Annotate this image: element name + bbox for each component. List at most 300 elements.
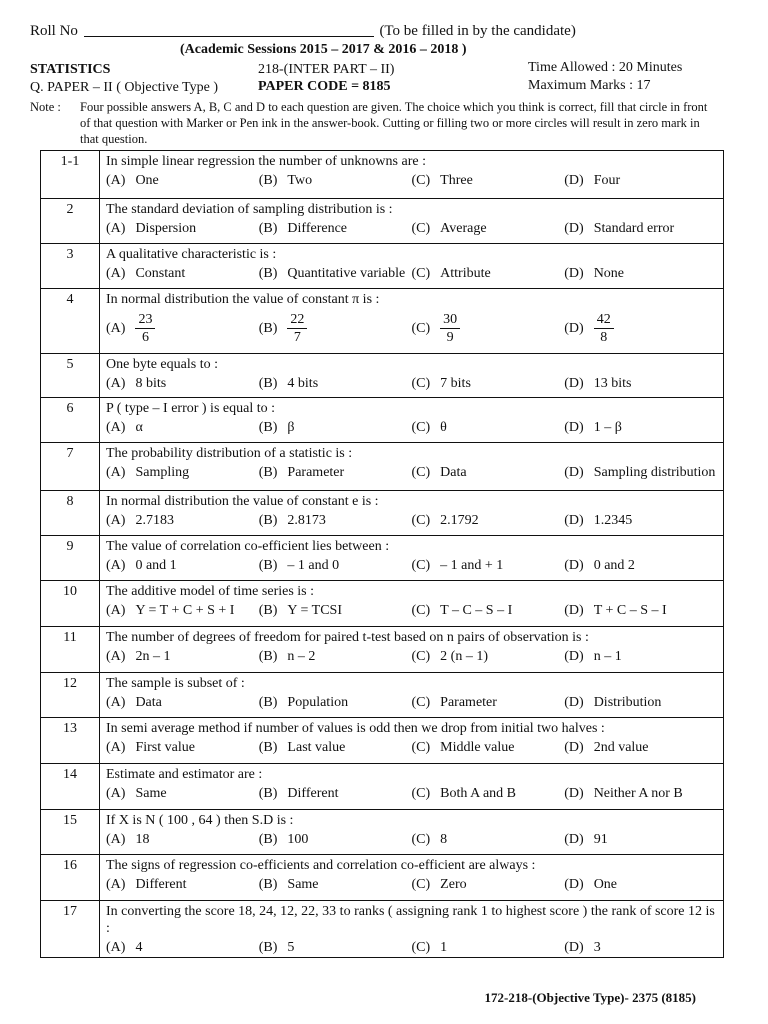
option-text: Data bbox=[440, 465, 467, 480]
option-label: (D) bbox=[564, 695, 584, 710]
question-row bbox=[41, 764, 724, 810]
question-body bbox=[100, 673, 724, 718]
option-b bbox=[259, 558, 412, 574]
question-text: The sample is subset of : bbox=[106, 676, 245, 691]
paper-type: Q. PAPER – II ( Objective Type ) bbox=[30, 80, 219, 95]
options-row bbox=[106, 173, 717, 189]
option-label: (C) bbox=[411, 266, 431, 281]
option-text: Same bbox=[287, 877, 319, 892]
option-label: (B) bbox=[258, 940, 278, 955]
option-label: (C) bbox=[411, 513, 431, 528]
question-number: 1-1 bbox=[41, 151, 100, 199]
question-row bbox=[41, 810, 724, 855]
option-text: 4 bits bbox=[287, 376, 319, 391]
option-label: (C) bbox=[411, 320, 431, 336]
options-row bbox=[106, 695, 717, 711]
option-text: Parameter bbox=[287, 465, 345, 480]
option-c bbox=[412, 786, 565, 802]
option-label: (A) bbox=[106, 513, 126, 528]
option-label: (C) bbox=[411, 376, 431, 391]
footer-code: 172-218-(Objective Type)- 2375 (8185) bbox=[484, 990, 696, 1005]
question-row bbox=[41, 398, 724, 443]
question-text: The value of correlation co-efficient lies between : bbox=[106, 539, 390, 554]
option-text: 13 bits bbox=[593, 376, 632, 391]
question-body bbox=[100, 354, 724, 398]
fraction-denominator: 9 bbox=[446, 330, 454, 345]
option-c bbox=[412, 376, 565, 392]
instructions-note bbox=[30, 99, 720, 147]
option-text: Different bbox=[135, 877, 187, 892]
option-text: Four bbox=[593, 173, 621, 188]
option-c bbox=[412, 465, 565, 481]
option-text: Standard error bbox=[593, 221, 675, 236]
options-row bbox=[106, 649, 717, 665]
fraction-numerator: 42 bbox=[594, 311, 614, 329]
option-d bbox=[564, 877, 717, 893]
option-text: Same bbox=[135, 786, 167, 801]
question-row bbox=[41, 855, 724, 901]
option-label: (D) bbox=[564, 376, 584, 391]
question-body bbox=[100, 627, 724, 673]
option-d bbox=[564, 603, 717, 619]
option-text: Y = TCSI bbox=[287, 603, 342, 618]
option-a bbox=[106, 877, 259, 893]
option-a bbox=[106, 173, 259, 189]
option-text: 2.8173 bbox=[287, 513, 326, 528]
option-label: (A) bbox=[106, 320, 126, 336]
options-row bbox=[106, 266, 717, 282]
question-text: In normal distribution the value of constant e is : bbox=[106, 494, 379, 509]
option-text: 1 bbox=[440, 940, 448, 955]
fraction bbox=[287, 311, 307, 346]
academic-sessions: (Academic Sessions 2015 – 2017 & 2016 – 2018 ) bbox=[180, 42, 467, 57]
question-body bbox=[100, 244, 724, 289]
option-label: (D) bbox=[564, 266, 584, 281]
option-b bbox=[259, 513, 412, 529]
option-a bbox=[106, 513, 259, 529]
question-number: 11 bbox=[41, 627, 100, 673]
options-row bbox=[106, 311, 717, 346]
fraction bbox=[594, 311, 614, 346]
question-text: In simple linear regression the number of unknowns are : bbox=[106, 154, 426, 169]
option-c bbox=[412, 832, 565, 848]
option-text: Attribute bbox=[440, 266, 491, 281]
option-d bbox=[564, 513, 717, 529]
option-b bbox=[259, 311, 412, 346]
question-row bbox=[41, 354, 724, 398]
options-row bbox=[106, 513, 717, 529]
questions-body bbox=[41, 151, 724, 958]
option-text: β bbox=[287, 420, 295, 435]
option-c bbox=[412, 940, 565, 956]
options-row bbox=[106, 376, 717, 392]
option-label: (D) bbox=[564, 786, 584, 801]
option-label: (D) bbox=[564, 320, 584, 336]
question-text: A qualitative characteristic is : bbox=[106, 247, 277, 262]
option-label: (D) bbox=[564, 513, 584, 528]
question-body bbox=[100, 443, 724, 491]
option-d bbox=[564, 311, 717, 346]
option-label: (D) bbox=[564, 558, 584, 573]
question-row bbox=[41, 536, 724, 581]
question-text: The probability distribution of a statistic is : bbox=[106, 446, 353, 461]
question-text: In semi average method if number of values is odd then we drop from initial two halves : bbox=[106, 721, 605, 736]
option-label: (A) bbox=[106, 740, 126, 755]
option-text: Parameter bbox=[440, 695, 497, 710]
question-row bbox=[41, 627, 724, 673]
option-label: (A) bbox=[106, 940, 126, 955]
option-label: (D) bbox=[564, 173, 584, 188]
option-label: (B) bbox=[258, 221, 278, 236]
question-row bbox=[41, 718, 724, 764]
question-number: 2 bbox=[41, 199, 100, 244]
roll-note: (To be filled in by the candidate) bbox=[379, 23, 576, 39]
option-d bbox=[564, 420, 717, 436]
option-label: (C) bbox=[411, 695, 431, 710]
option-text: n – 1 bbox=[593, 649, 622, 664]
option-a bbox=[106, 311, 259, 346]
option-text: Dispersion bbox=[135, 221, 197, 236]
maximum-marks: Maximum Marks : 17 bbox=[528, 78, 651, 93]
option-text: Data bbox=[135, 695, 162, 710]
option-a bbox=[106, 221, 259, 237]
paper-number: 218-(INTER PART – II) bbox=[258, 62, 395, 77]
option-d bbox=[564, 266, 717, 282]
option-label: (A) bbox=[106, 465, 126, 480]
fraction-denominator: 8 bbox=[600, 330, 608, 345]
question-number: 3 bbox=[41, 244, 100, 289]
question-row bbox=[41, 199, 724, 244]
option-label: (D) bbox=[564, 832, 584, 847]
question-body bbox=[100, 536, 724, 581]
option-b bbox=[259, 376, 412, 392]
option-c bbox=[412, 173, 565, 189]
fraction bbox=[440, 311, 460, 346]
option-c bbox=[412, 877, 565, 893]
option-label: (D) bbox=[564, 877, 584, 892]
option-label: (B) bbox=[258, 558, 278, 573]
roll-number-row bbox=[30, 23, 576, 40]
option-label: (B) bbox=[258, 173, 278, 188]
option-text: Zero bbox=[440, 877, 467, 892]
option-text: Sampling bbox=[135, 465, 190, 480]
option-d bbox=[564, 465, 717, 481]
option-label: (B) bbox=[258, 877, 278, 892]
option-label: (B) bbox=[258, 832, 278, 847]
option-text: Y = T + C + S + I bbox=[135, 603, 235, 618]
question-row bbox=[41, 244, 724, 289]
option-label: (A) bbox=[106, 376, 126, 391]
question-text: The additive model of time series is : bbox=[106, 584, 315, 599]
option-label: (B) bbox=[258, 376, 278, 391]
question-body bbox=[100, 398, 724, 443]
fraction-denominator: 6 bbox=[141, 330, 149, 345]
option-text: 2 (n – 1) bbox=[440, 649, 488, 664]
option-a bbox=[106, 558, 259, 574]
option-label: (B) bbox=[258, 266, 278, 281]
option-text: Different bbox=[287, 786, 339, 801]
option-b bbox=[259, 940, 412, 956]
question-text: In normal distribution the value of constant π is : bbox=[106, 292, 380, 307]
option-label: (A) bbox=[106, 603, 126, 618]
option-b bbox=[259, 695, 412, 711]
option-a bbox=[106, 376, 259, 392]
option-a bbox=[106, 832, 259, 848]
option-label: (A) bbox=[106, 266, 126, 281]
option-label: (A) bbox=[106, 786, 126, 801]
paper-code: PAPER CODE = 8185 bbox=[258, 79, 391, 94]
option-c bbox=[412, 740, 565, 756]
questions-table bbox=[40, 150, 724, 958]
option-text: Quantitative variable bbox=[287, 266, 406, 281]
question-body bbox=[100, 718, 724, 764]
option-text: Both A and B bbox=[440, 786, 517, 801]
question-text: The number of degrees of freedom for paired t-test based on n pairs of observation is : bbox=[106, 630, 589, 645]
option-label: (B) bbox=[258, 786, 278, 801]
options-row bbox=[106, 603, 717, 619]
option-text: Middle value bbox=[440, 740, 515, 755]
question-text: In converting the score 18, 24, 12, 22, 33 to ranks ( assigning rank 1 to highest score ) the rank of score 12 is : bbox=[106, 904, 715, 936]
option-b bbox=[259, 603, 412, 619]
option-text: Distribution bbox=[593, 695, 662, 710]
option-text: 100 bbox=[287, 832, 309, 847]
option-text: None bbox=[593, 266, 625, 281]
option-c bbox=[412, 558, 565, 574]
option-text: One bbox=[593, 877, 618, 892]
option-label: (A) bbox=[106, 649, 126, 664]
option-text: 3 bbox=[593, 940, 601, 955]
option-label: (D) bbox=[564, 603, 584, 618]
question-row bbox=[41, 491, 724, 536]
option-label: (B) bbox=[258, 649, 278, 664]
options-row bbox=[106, 221, 717, 237]
option-label: (C) bbox=[411, 786, 431, 801]
question-body bbox=[100, 855, 724, 901]
option-text: 4 bbox=[135, 940, 143, 955]
option-text: 7 bits bbox=[440, 376, 471, 391]
question-row bbox=[41, 673, 724, 718]
option-c bbox=[412, 513, 565, 529]
option-label: (C) bbox=[411, 603, 431, 618]
options-row bbox=[106, 832, 717, 848]
question-text: One byte equals to : bbox=[106, 357, 218, 372]
option-a bbox=[106, 603, 259, 619]
option-d bbox=[564, 786, 717, 802]
option-c bbox=[412, 420, 565, 436]
option-a bbox=[106, 649, 259, 665]
question-row bbox=[41, 443, 724, 491]
question-body bbox=[100, 289, 724, 354]
question-row bbox=[41, 151, 724, 199]
option-a bbox=[106, 786, 259, 802]
option-text: 2n – 1 bbox=[135, 649, 171, 664]
option-label: (C) bbox=[411, 649, 431, 664]
option-text: 2nd value bbox=[593, 740, 649, 755]
option-b bbox=[259, 221, 412, 237]
option-text: One bbox=[135, 173, 159, 188]
options-row bbox=[106, 877, 717, 893]
option-d bbox=[564, 558, 717, 574]
option-label: (C) bbox=[411, 940, 431, 955]
option-a bbox=[106, 266, 259, 282]
question-body bbox=[100, 491, 724, 536]
option-label: (D) bbox=[564, 940, 584, 955]
option-c bbox=[412, 649, 565, 665]
question-text: The standard deviation of sampling distribution is : bbox=[106, 202, 393, 217]
option-text: n – 2 bbox=[287, 649, 316, 664]
option-text: Sampling distribution bbox=[593, 465, 716, 480]
option-b bbox=[259, 740, 412, 756]
option-text: 2.7183 bbox=[135, 513, 174, 528]
option-a bbox=[106, 940, 259, 956]
option-text: 0 and 1 bbox=[135, 558, 177, 573]
option-c bbox=[412, 221, 565, 237]
option-label: (B) bbox=[258, 603, 278, 618]
option-d bbox=[564, 173, 717, 189]
question-number: 10 bbox=[41, 581, 100, 627]
option-label: (C) bbox=[411, 877, 431, 892]
option-b bbox=[259, 266, 412, 282]
option-label: (A) bbox=[106, 832, 126, 847]
option-label: (C) bbox=[411, 740, 431, 755]
question-text: P ( type – I error ) is equal to : bbox=[106, 401, 275, 416]
question-number: 14 bbox=[41, 764, 100, 810]
option-label: (D) bbox=[564, 740, 584, 755]
options-row bbox=[106, 558, 717, 574]
question-number: 15 bbox=[41, 810, 100, 855]
option-text: First value bbox=[135, 740, 195, 755]
question-row bbox=[41, 289, 724, 354]
time-allowed: Time Allowed : 20 Minutes bbox=[528, 60, 683, 75]
option-label: (C) bbox=[411, 465, 431, 480]
fraction-numerator: 23 bbox=[135, 311, 155, 329]
option-label: (A) bbox=[106, 173, 126, 188]
roll-label: Roll No bbox=[30, 23, 78, 39]
option-text: 2.1792 bbox=[440, 513, 479, 528]
option-d bbox=[564, 940, 717, 956]
question-number: 16 bbox=[41, 855, 100, 901]
option-text: 18 bbox=[135, 832, 150, 847]
option-b bbox=[259, 420, 412, 436]
option-label: (D) bbox=[564, 221, 584, 236]
option-text: Last value bbox=[287, 740, 346, 755]
option-text: θ bbox=[440, 420, 447, 435]
question-body bbox=[100, 581, 724, 627]
option-b bbox=[259, 649, 412, 665]
option-label: (D) bbox=[564, 420, 584, 435]
question-number: 5 bbox=[41, 354, 100, 398]
option-text: T + C – S – I bbox=[593, 603, 667, 618]
option-text: – 1 and + 1 bbox=[440, 558, 504, 573]
option-text: Two bbox=[287, 173, 313, 188]
option-text: – 1 and 0 bbox=[287, 558, 340, 573]
option-c bbox=[412, 266, 565, 282]
question-text: If X is N ( 100 , 64 ) then S.D is : bbox=[106, 813, 294, 828]
question-number: 17 bbox=[41, 901, 100, 958]
option-a bbox=[106, 420, 259, 436]
option-label: (B) bbox=[258, 420, 278, 435]
question-number: 8 bbox=[41, 491, 100, 536]
option-text: 1.2345 bbox=[593, 513, 633, 528]
option-text: Neither A nor B bbox=[593, 786, 683, 801]
note-text: Four possible answers A, B, C and D to each question are given. The choice which you think is correct, fill that circle in front of that question with Marker or Pen ink in the answer-book. Cutting or filling two or more circles will result in zero mark in that question. bbox=[80, 100, 708, 146]
option-label: (B) bbox=[258, 740, 278, 755]
question-text: The signs of regression co-efficients and correlation co-efficient are always : bbox=[106, 858, 536, 873]
option-label: (D) bbox=[564, 465, 584, 480]
option-a bbox=[106, 695, 259, 711]
options-row bbox=[106, 940, 717, 956]
question-number: 12 bbox=[41, 673, 100, 718]
option-label: (A) bbox=[106, 420, 126, 435]
question-number: 9 bbox=[41, 536, 100, 581]
option-c bbox=[412, 695, 565, 711]
option-text: Three bbox=[440, 173, 473, 188]
option-label: (B) bbox=[258, 465, 278, 480]
note-label: Note : bbox=[30, 100, 61, 114]
option-text: Population bbox=[287, 695, 349, 710]
question-body bbox=[100, 199, 724, 244]
option-text: Average bbox=[440, 221, 487, 236]
option-label: (A) bbox=[106, 221, 126, 236]
fraction-numerator: 22 bbox=[287, 311, 307, 329]
option-b bbox=[259, 832, 412, 848]
fraction-denominator: 7 bbox=[293, 330, 301, 345]
question-body bbox=[100, 901, 724, 958]
option-d bbox=[564, 695, 717, 711]
option-d bbox=[564, 649, 717, 665]
option-label: (B) bbox=[258, 695, 278, 710]
option-text: 1 – β bbox=[593, 420, 622, 435]
option-label: (C) bbox=[411, 420, 431, 435]
option-b bbox=[259, 173, 412, 189]
question-body bbox=[100, 764, 724, 810]
question-text: Estimate and estimator are : bbox=[106, 767, 263, 782]
question-body bbox=[100, 151, 724, 199]
question-number: 4 bbox=[41, 289, 100, 354]
option-text: Difference bbox=[287, 221, 348, 236]
option-d bbox=[564, 221, 717, 237]
question-row bbox=[41, 901, 724, 958]
fraction-numerator: 30 bbox=[440, 311, 460, 329]
option-a bbox=[106, 465, 259, 481]
option-label: (A) bbox=[106, 695, 126, 710]
fraction bbox=[135, 311, 155, 346]
option-b bbox=[259, 465, 412, 481]
option-b bbox=[259, 877, 412, 893]
option-label: (C) bbox=[411, 173, 431, 188]
option-text: T – C – S – I bbox=[440, 603, 513, 618]
option-text: α bbox=[135, 420, 143, 435]
option-text: 0 and 2 bbox=[593, 558, 635, 573]
option-label: (C) bbox=[411, 221, 431, 236]
option-c bbox=[412, 311, 565, 346]
options-row bbox=[106, 740, 717, 756]
option-label: (B) bbox=[258, 320, 278, 336]
question-number: 7 bbox=[41, 443, 100, 491]
options-row bbox=[106, 420, 717, 436]
roll-number-field[interactable] bbox=[84, 36, 374, 37]
subject-title: STATISTICS bbox=[30, 62, 111, 77]
question-number: 6 bbox=[41, 398, 100, 443]
option-label: (D) bbox=[564, 649, 584, 664]
question-row bbox=[41, 581, 724, 627]
options-row bbox=[106, 465, 717, 481]
option-text: 91 bbox=[593, 832, 608, 847]
option-a bbox=[106, 740, 259, 756]
options-row bbox=[106, 786, 717, 802]
option-label: (B) bbox=[258, 513, 278, 528]
option-d bbox=[564, 832, 717, 848]
